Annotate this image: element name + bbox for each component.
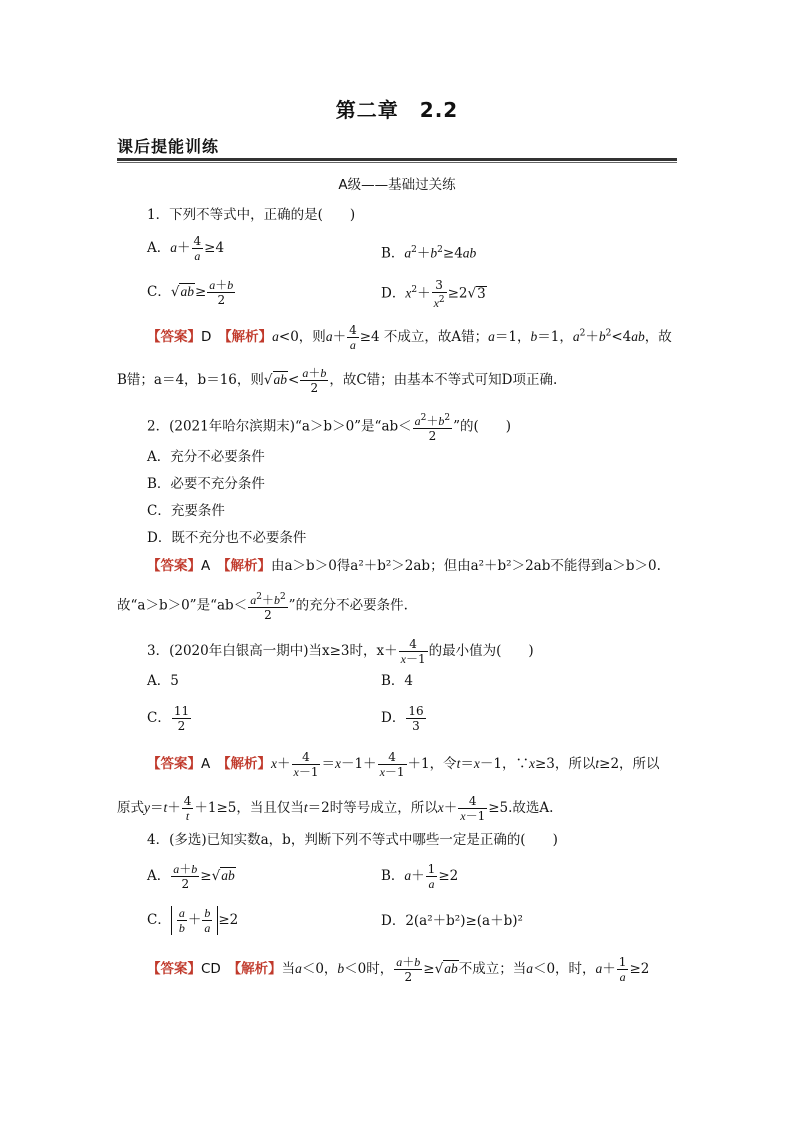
q1-option-b: B．$a^2+b^2\ge 4ab$ [381, 245, 477, 262]
q2-option-d: D．既不充分也不必要条件 [147, 530, 307, 546]
q2-analysis-line2: 故“a＞b＞0”是“ab＜ $\frac{a^2+b^2}{2}$ ”的充分不必要条件. [117, 592, 408, 622]
section-heading: 课后提能训练 [117, 137, 220, 156]
q3-analysis-line2: 原式y＝t＋ $\frac{4}{t}$ ＋1≥5，当且仅当t＝2时等号成立，所以x＋ $\frac{4}{x-1}$ ≥5.故选A. [117, 794, 554, 823]
q1-stem: 1．下列不等式中，正确的是( ) [147, 207, 356, 223]
q3-option-b: B．4 [381, 673, 414, 689]
q1-answer-line: 【答案】D 【解析】a<0，则a＋ $\frac{4}{a}$ ≥4 不成立，故A错；a＝1，b＝1，$a^2+b^2<4ab$，故 [147, 323, 672, 352]
q1-option-c: C．√ab≥ $\frac{a+b}{2}$ [147, 278, 234, 307]
q2-option-c: C．充要条件 [147, 503, 225, 519]
heading-rule-thin [117, 162, 677, 163]
q1-option-d: D．$x^2+$ $\frac{3}{x^2}$ ≥2√3 [381, 278, 486, 310]
q4-answer-line: 【答案】CD 【解析】当a＜0，b＜0时， $\frac{a+b}{2}$ ≥√ab不成立；当a＜0，时，a＋ $\frac{1}{a}$ ≥2 [147, 955, 650, 984]
q4-option-c: C． $\frac{a}{b}$ ＋ $\frac{b}{a}$ ≥2 [147, 906, 239, 935]
q2-option-a: A．充分不必要条件 [147, 449, 265, 465]
q2-option-b: B．必要不充分条件 [147, 476, 265, 492]
q1-analysis-line2: B错；a＝4，b＝16，则√ab< $\frac{a+b}{2}$ ，故C错；由基本不等式可知D项正确. [117, 366, 558, 395]
level-heading: A级——基础过关练 [338, 177, 456, 193]
q3-answer-line: 【答案】A 【解析】x＋ $\frac{4}{x-1}$ ＝x－1＋ $\frac{4}{x-1}$ ＋1，令t＝x－1，∵x≥3，所以t≥2，所以 [147, 750, 660, 779]
page-title: 第二章 2.2 [335, 98, 459, 122]
q2-stem: 2．(2021年哈尔滨期末)“a＞b＞0”是“ab＜ $\frac{a^2+b^2}{2}$ ”的( ) [147, 413, 512, 443]
q3-option-a: A．5 [147, 673, 179, 689]
q4-option-a: A． $\frac{a+b}{2}$ ≥√ab [147, 862, 235, 891]
q4-option-b: B．a＋ $\frac{1}{a}$ ≥2 [381, 862, 459, 891]
q3-option-d: D． $\frac{16}{3}$ [381, 704, 424, 733]
q3-option-c: C． $\frac{11}{2}$ [147, 704, 190, 733]
heading-rule-thick [117, 158, 677, 161]
q2-answer-line: 【答案】A 【解析】由a＞b＞0得a²＋b²＞2ab；但由a²＋b²＞2ab不能得到a＞b＞0. [147, 558, 661, 574]
q1-option-a: A．a＋ $\frac{4}{a}$ ≥4 [147, 234, 225, 263]
q3-stem: 3．(2020年白银高一期中)当x≥3时，x＋ $\frac{4}{x-1}$ 的最小值为( ) [147, 637, 534, 666]
q4-option-d: D．2(a²＋b²)≥(a＋b)² [381, 913, 523, 929]
q4-stem: 4．(多选)已知实数a，b，判断下列不等式中哪些一定是正确的( ) [147, 832, 558, 848]
